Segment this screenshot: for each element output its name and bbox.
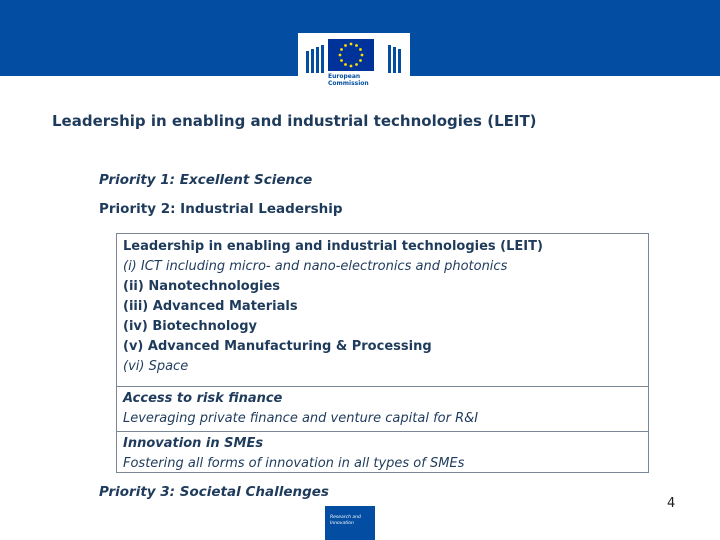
research-innovation-badge	[325, 506, 375, 540]
sme-text: Fostering all forms of innovation in all types of SMEs	[123, 456, 465, 471]
leit-item-ict: (i) ICT including micro- and nano-electronics and photonics	[123, 259, 508, 274]
sme-section	[117, 431, 648, 473]
risk-finance-heading: Access to risk finance	[123, 391, 283, 406]
leit-heading: Leadership in enabling and industrial technologies (LEIT)	[123, 239, 543, 254]
slide-title: Leadership in enabling and industrial technologies (LEIT)	[52, 112, 537, 130]
leit-item-materials: (iii) Advanced Materials	[123, 299, 298, 314]
priority-1-label: Priority 1: Excellent Science	[99, 172, 313, 188]
sme-heading: Innovation in SMEs	[123, 436, 264, 451]
risk-finance-section	[117, 386, 648, 430]
priority-2-label: Priority 2: Industrial Leadership	[99, 201, 343, 217]
priority-3-label: Priority 3: Societal Challenges	[99, 484, 329, 500]
leit-item-space: (vi) Space	[123, 359, 189, 374]
leit-item-manufacturing: (v) Advanced Manufacturing & Processing	[123, 339, 432, 354]
badge-text	[330, 515, 361, 527]
logo-wordmark	[328, 73, 388, 87]
leit-section	[117, 234, 648, 384]
leit-item-biotech: (iv) Biotechnology	[123, 319, 257, 334]
page-number: 4	[667, 496, 676, 511]
badge-line-research: Research and	[330, 515, 361, 520]
logo-line-commission: Commission	[328, 80, 369, 87]
badge-line-innovation: Innovation	[330, 521, 354, 526]
risk-finance-text: Leveraging private finance and venture capital for R&I	[123, 411, 479, 426]
logo-line-european: European	[328, 73, 361, 80]
eu-flag-icon	[328, 39, 374, 71]
eu-stars-icon	[328, 39, 374, 71]
leit-item-nanotech: (ii) Nanotechnologies	[123, 279, 281, 294]
european-commission-logo	[298, 33, 410, 103]
industrial-leadership-box	[116, 233, 649, 473]
